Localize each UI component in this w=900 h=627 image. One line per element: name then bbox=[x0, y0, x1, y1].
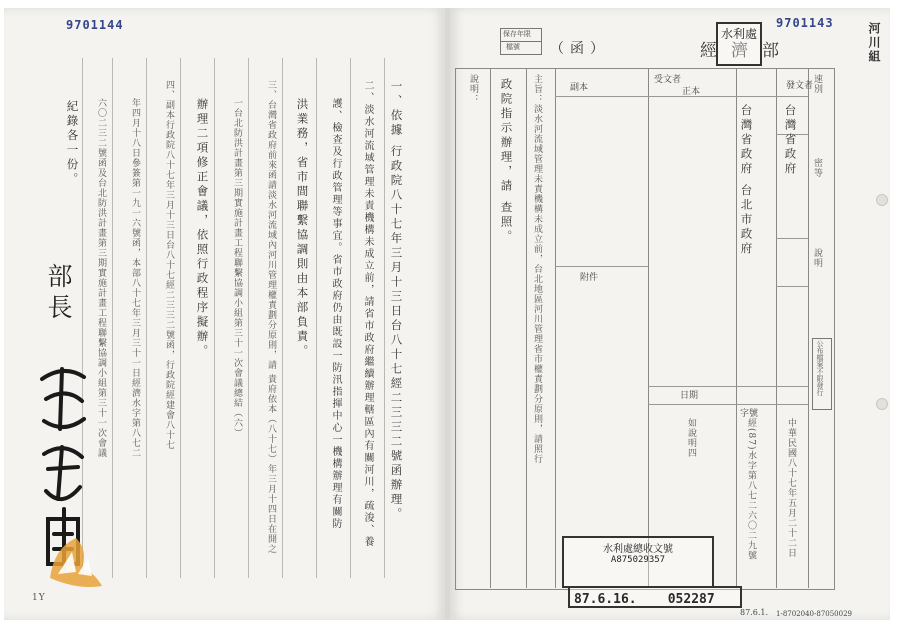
subject-column: 主旨：淡水河流域管理未責機構未成立前，台北地區河川管理省市權責劃分原則，請照行 bbox=[532, 74, 542, 464]
grid-label-cc: 副本 bbox=[570, 83, 589, 93]
column-rule bbox=[112, 58, 113, 578]
grid-line bbox=[776, 68, 777, 588]
number-value: 經(87)水字第八七二六〇二九號 bbox=[746, 418, 756, 561]
column-rule bbox=[316, 58, 317, 578]
grid-label-sender: 發文者 bbox=[786, 81, 814, 91]
grid-label-attachment: 附件 bbox=[580, 273, 599, 283]
body-column: 護、檢查及行政管理等事宜。省市政府仍由既設一防汛指揮中心一機構辦理有關防 bbox=[330, 98, 341, 530]
body-column: 三、台灣省政府前來函請淡水河流域內河川管理權責劃分原則，請 貴府依本（八十七）年三月十四日在開之 bbox=[266, 80, 276, 554]
body-column: 洪業務，省市間聯繫協調則由本部負責。 bbox=[295, 98, 310, 359]
grid-line bbox=[490, 68, 491, 588]
column-rule bbox=[180, 58, 181, 578]
header-stamp-text: 水利處 bbox=[721, 27, 758, 41]
body-column: 辦理二項修正會議，依照行政程序擬辦。 bbox=[195, 98, 210, 359]
column-rule bbox=[146, 58, 147, 578]
archive-number: 9701143 bbox=[776, 16, 834, 30]
grid-line bbox=[555, 68, 556, 588]
form-cell-label: 保存年限 bbox=[503, 30, 531, 38]
grid-line bbox=[648, 404, 808, 405]
column-rule bbox=[214, 58, 215, 578]
receipt-number: A875029357 bbox=[610, 555, 666, 565]
side-seal-text: 公布檔案不限發行 bbox=[816, 340, 824, 396]
grid-line bbox=[776, 286, 808, 287]
grid-label-explain: 說明 bbox=[812, 248, 822, 268]
grid-label-secret: 密等 bbox=[812, 158, 822, 178]
grid-label-main-recipient: 正本 bbox=[682, 87, 701, 97]
archive-number: 9701144 bbox=[66, 18, 124, 32]
corner-note: 河川組 bbox=[867, 22, 881, 64]
body-column: 六〇二三二號函及台北防洪計畫第三期實施計畫工程聯繫協調小組第三十一次會議 bbox=[96, 98, 106, 458]
body-column: 年四月十八日參簽第一九一六號函，本部八十七年三月三十一日經濟水字第八七二 bbox=[130, 98, 140, 458]
attachment-value: 如說明四 bbox=[686, 418, 696, 458]
date-value: 中華民國八十七年五月二十二日 bbox=[786, 418, 796, 558]
signature-title: 部長 bbox=[44, 263, 73, 325]
doc-type: （函） bbox=[550, 41, 610, 57]
grid-label-number: 字號 bbox=[740, 409, 759, 419]
explain-label: 說明： bbox=[468, 74, 478, 104]
column-rule bbox=[282, 58, 283, 578]
left-page bbox=[4, 8, 445, 620]
binding-hole bbox=[876, 194, 888, 206]
sender-value: 台灣省政府 bbox=[783, 104, 798, 177]
closing-line: 紀錄各一份。 bbox=[65, 100, 80, 187]
page-mark: 1Y bbox=[32, 593, 46, 603]
receipt-date: 87.6.16. bbox=[574, 592, 637, 607]
grid-label-speed: 速別 bbox=[812, 74, 822, 94]
grid-line bbox=[648, 68, 649, 588]
grid-line bbox=[648, 386, 808, 387]
form-cell-label: 檔號 bbox=[506, 43, 520, 51]
grid-line bbox=[808, 68, 809, 588]
grid-line bbox=[526, 68, 527, 588]
body-column: 四、副本行政院八十七年三月十三日台八十七經二三三二號函，行政院經建會八十七 bbox=[164, 80, 174, 450]
grid-line bbox=[555, 266, 648, 267]
recipient-value: 台灣省政府 bbox=[739, 104, 754, 177]
bottom-date: 87.6.1. bbox=[740, 608, 768, 617]
receipt-serial: 052287 bbox=[667, 592, 715, 607]
bottom-code: 1-8702040-87050029 bbox=[776, 610, 852, 618]
body-column: 一台北防洪計畫第三期實施計畫工程聯繫協調小組第三十一次會議總結（六） bbox=[232, 98, 242, 438]
receipt-stamp bbox=[562, 536, 714, 588]
binding-hole bbox=[876, 398, 888, 410]
body-column: 一、依據 行政院八十七年三月十三日台八十七經二三三二號函辦理。 bbox=[389, 80, 404, 522]
column-rule bbox=[384, 58, 385, 578]
grid-line bbox=[776, 238, 808, 239]
library-logo-icon bbox=[42, 528, 112, 598]
column-rule bbox=[248, 58, 249, 578]
recipient-value: 台北市政府 bbox=[739, 184, 754, 257]
body-column: 二、淡水河流域管理未責機構未成立前，請省市政府繼續辦理轄區內有關河川，疏浚、養 bbox=[362, 80, 373, 548]
column-rule bbox=[350, 58, 351, 578]
receipt-stamp-title: 水利處總收文號 bbox=[603, 544, 673, 555]
agency-title: 經濟部 bbox=[700, 41, 793, 61]
header-stamp bbox=[716, 22, 762, 66]
subject-column: 政院指示辦理，請 查照。 bbox=[499, 78, 514, 245]
grid-line bbox=[736, 68, 737, 588]
grid-label-date: 日期 bbox=[680, 391, 699, 401]
right-page bbox=[450, 8, 890, 620]
grid-label-recipient: 受文者 bbox=[654, 75, 682, 85]
receipt-date-stamp bbox=[568, 586, 742, 608]
